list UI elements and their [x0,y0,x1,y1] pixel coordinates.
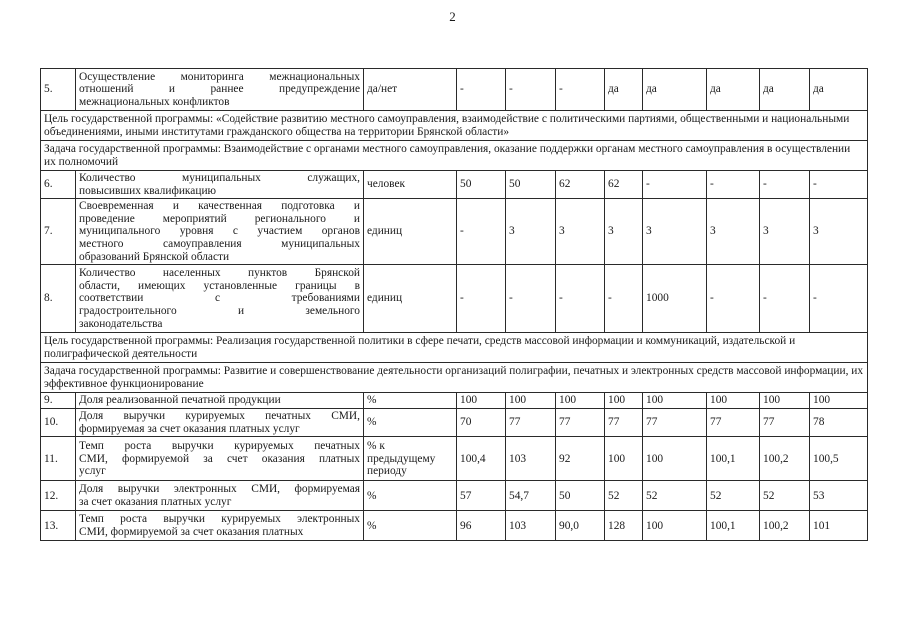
value-cell: - [457,69,506,111]
value-cell: 52 [707,481,760,511]
indicator-name-line: проведение мероприятий регионального и [79,212,360,225]
value-cell: 100,2 [760,437,810,481]
value-cell: да [760,69,810,111]
section-header-text: Задача государственной программы: Взаимодействие с органами местного самоуправления, оказание поддержки органам местного самоуправления в осуществлении их полномочий [41,141,868,171]
unit-cell: % к предыдущему периоду [364,437,457,481]
indicator-name-line: области, имеющих установленные границы в [79,279,360,292]
row-number: 6. [41,171,76,199]
value-cell: да [707,69,760,111]
value-cell: - [506,265,556,333]
value-cell: да [810,69,868,111]
indicator-name-line: отношений и раннее предупреждение [79,83,360,96]
indicator-name-line: муниципального уровня с участием органов [79,225,360,238]
value-cell: 3 [810,199,868,265]
value-cell: 96 [457,511,506,541]
unit-cell: человек [364,171,457,199]
table-row [41,437,868,481]
value-cell: - [556,69,605,111]
value-cell: 78 [810,409,868,437]
value-cell: 3 [506,199,556,265]
indicator-name [76,265,364,333]
indicator-name [76,437,364,481]
value-cell: 100 [643,437,707,481]
value-cell: 100 [643,511,707,541]
value-cell: 3 [707,199,760,265]
table-row [41,265,868,333]
value-cell: - [810,265,868,333]
value-cell: - [707,265,760,333]
indicators-table [40,68,868,541]
value-cell: 100 [810,393,868,409]
indicator-name-line: услуг [79,465,106,478]
indicator-name-line: за счет оказания платных услуг [79,495,232,508]
value-cell: - [760,171,810,199]
section-header-text: Цель государственной программы: «Содействие развитию местного самоуправления, взаимодействие с политическими партиями, общественными и национальными объединениями, иными институтами гражданского общества на территории Брянской области» [41,111,868,141]
indicator-name-line: Доля выручки электронных СМИ, формируемая [79,483,360,496]
indicator-name [76,199,364,265]
indicator-name-line: СМИ, формируемой за счет оказания платных [79,525,304,538]
row-number: 10. [41,409,76,437]
value-cell: 100 [457,393,506,409]
value-cell: 3 [643,199,707,265]
table-row [41,409,868,437]
table-row [41,171,868,199]
table-row [41,481,868,511]
indicator-name-line: местного самоуправления муниципальных [79,237,360,250]
indicator-name [76,171,364,199]
section-header-row [41,111,868,141]
indicator-name-line: градостроительного и земельного [79,304,360,317]
indicator-name-line: Количество муниципальных служащих, [79,172,360,184]
unit-cell: да/нет [364,69,457,111]
value-cell: 77 [707,409,760,437]
section-header-row [41,333,868,363]
indicator-name-line: Темп роста выручки курируемых печатных [79,439,360,452]
row-number: 11. [41,437,76,481]
value-cell: 70 [457,409,506,437]
value-cell: 62 [605,171,643,199]
indicator-name-line: повысивших квалификацию [79,184,217,197]
indicator-name-line: СМИ, формируемой за счет оказания платных [79,452,360,465]
row-number: 9. [41,393,76,409]
indicator-name [76,393,364,409]
value-cell: 52 [643,481,707,511]
value-cell: 77 [760,409,810,437]
indicators-table-body [41,69,868,541]
value-cell: 62 [556,171,605,199]
value-cell: 100 [760,393,810,409]
value-cell: - [556,265,605,333]
value-cell: 3 [605,199,643,265]
row-number: 8. [41,265,76,333]
row-number: 5. [41,69,76,111]
indicator-name-line: Доля выручки курируемых печатных СМИ, [79,410,360,423]
value-cell: 100 [643,393,707,409]
table-row [41,393,868,409]
value-cell: 100 [605,437,643,481]
value-cell: - [457,199,506,265]
indicator-name-line: межнациональных конфликтов [79,95,230,108]
value-cell: 54,7 [506,481,556,511]
value-cell: 92 [556,437,605,481]
table-row [41,69,868,111]
indicator-name [76,409,364,437]
value-cell: - [760,265,810,333]
value-cell: 77 [643,409,707,437]
unit-cell: % [364,393,457,409]
value-cell: 50 [457,171,506,199]
indicator-name-line: Доля реализованной печатной продукции [79,394,281,407]
indicator-name-line: соответствии с требованиями [79,292,360,305]
indicator-name-line: Своевременная и качественная подготовка и [79,200,360,213]
indicator-name-line: образований Брянской области [79,250,230,263]
value-cell: 100,1 [707,511,760,541]
value-cell: - [643,171,707,199]
value-cell: 103 [506,511,556,541]
value-cell: 100,1 [707,437,760,481]
indicator-name-line: Количество населенных пунктов Брянской [79,267,360,280]
value-cell: 100,2 [760,511,810,541]
page-number: 2 [449,9,456,24]
value-cell: 100,4 [457,437,506,481]
indicator-name-line: Осуществление мониторинга межнациональных [79,70,360,83]
section-header-row [41,363,868,393]
value-cell: 100 [605,393,643,409]
value-cell: да [605,69,643,111]
row-number: 13. [41,511,76,541]
row-number: 12. [41,481,76,511]
value-cell: - [457,265,506,333]
unit-cell: % [364,511,457,541]
value-cell: 100 [707,393,760,409]
value-cell: 101 [810,511,868,541]
value-cell: 52 [605,481,643,511]
row-number: 7. [41,199,76,265]
section-header-text: Цель государственной программы: Реализация государственной политики в сфере печати, средств массовой информации и коммуникаций, издательской и полиграфической деятельности [41,333,868,363]
value-cell: - [605,265,643,333]
value-cell: 77 [605,409,643,437]
value-cell: - [810,171,868,199]
value-cell: 128 [605,511,643,541]
value-cell: 90,0 [556,511,605,541]
value-cell: 53 [810,481,868,511]
indicator-name [76,69,364,111]
value-cell: 3 [760,199,810,265]
value-cell: 50 [556,481,605,511]
indicator-name [76,481,364,511]
value-cell: 100,5 [810,437,868,481]
unit-cell: % [364,409,457,437]
indicator-name-line: законодательства [79,317,163,330]
value-cell: 103 [506,437,556,481]
value-cell: 1000 [643,265,707,333]
indicator-name-line: Темп роста выручки курируемых электронных [79,513,360,526]
indicator-name [76,511,364,541]
value-cell: 50 [506,171,556,199]
value-cell: да [643,69,707,111]
value-cell: 3 [556,199,605,265]
unit-cell: единиц [364,265,457,333]
section-header-row [41,141,868,171]
unit-cell: единиц [364,199,457,265]
value-cell: 100 [506,393,556,409]
indicator-name-line: формируемая за счет оказания платных услуг [79,422,300,435]
value-cell: 77 [506,409,556,437]
table-row [41,199,868,265]
value-cell: 77 [556,409,605,437]
table-row [41,511,868,541]
value-cell: 52 [760,481,810,511]
value-cell: 100 [556,393,605,409]
value-cell: - [707,171,760,199]
section-header-text: Задача государственной программы: Развитие и совершенствование деятельности организаций полиграфии, печатных и электронных средств массовой информации, их эффективное функционирование [41,363,868,393]
value-cell: 57 [457,481,506,511]
unit-cell: % [364,481,457,511]
value-cell: - [506,69,556,111]
